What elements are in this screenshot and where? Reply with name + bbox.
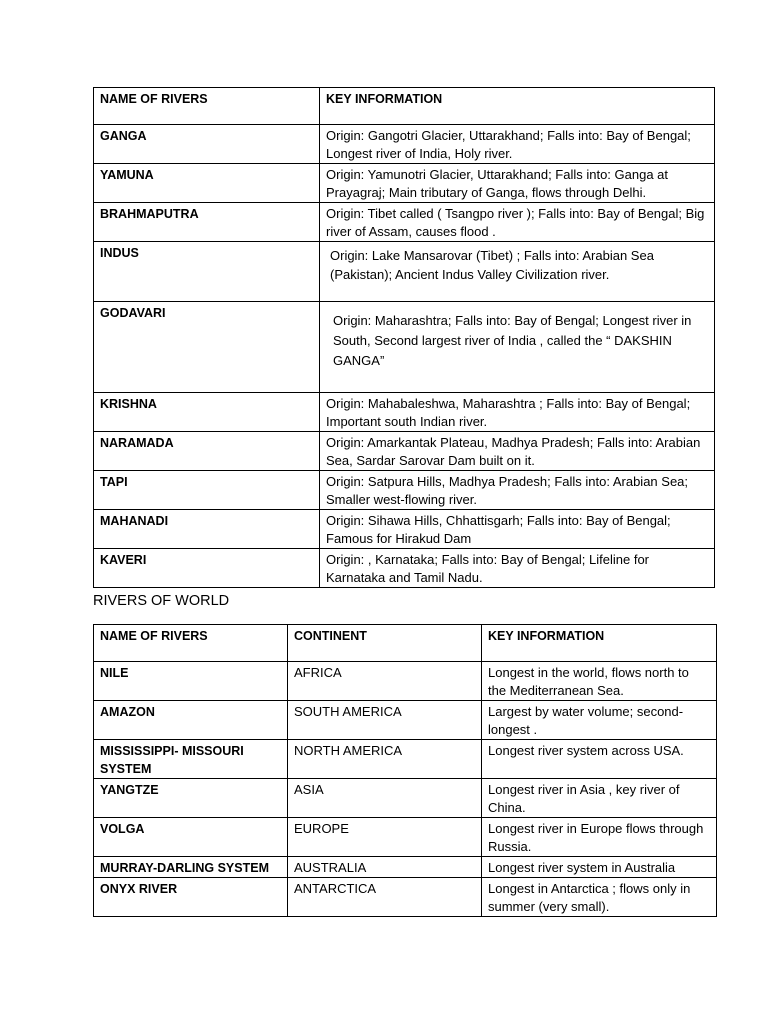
river-info: Origin: Lake Mansarovar (Tibet) ; Falls into: Arabian Sea (Pakistan); Ancient Indus Valley Civilization river.: [320, 242, 715, 302]
river-info: Origin: Sihawa Hills, Chhattisgarh; Falls into: Bay of Bengal; Famous for Hirakud Dam: [320, 510, 715, 549]
river-name: MURRAY-DARLING SYSTEM: [94, 857, 288, 878]
river-info: Origin: Tibet called ( Tsangpo river ); Falls into: Bay of Bengal; Big river of Assam, causes flood .: [320, 203, 715, 242]
table-header-row: [94, 625, 717, 662]
river-name: KRISHNA: [94, 393, 320, 432]
river-name: BRAHMAPUTRA: [94, 203, 320, 242]
river-name: INDUS: [94, 242, 320, 302]
river-continent: AFRICA: [288, 662, 482, 701]
table-row: [94, 549, 715, 588]
river-name: VOLGA: [94, 818, 288, 857]
river-info: Origin: Maharashtra; Falls into: Bay of Bengal; Longest river in South, Second largest river of India , called the “ DAKSHIN GANGA”: [320, 302, 715, 393]
table-row: [94, 432, 715, 471]
table-row: [94, 857, 717, 878]
table-header-row: [94, 88, 715, 125]
river-continent: ANTARCTICA: [288, 878, 482, 917]
table-row: [94, 878, 717, 917]
river-name: NILE: [94, 662, 288, 701]
table-row: [94, 662, 717, 701]
table-row: [94, 510, 715, 549]
river-continent: NORTH AMERICA: [288, 740, 482, 779]
river-name: GANGA: [94, 125, 320, 164]
river-info: Longest river in Europe flows through Russia.: [482, 818, 717, 857]
river-info: Origin: Satpura Hills, Madhya Pradesh; Falls into: Arabian Sea; Smaller west-flowing river.: [320, 471, 715, 510]
river-name: AMAZON: [94, 701, 288, 740]
header-continent: CONTINENT: [288, 625, 482, 662]
table-row: [94, 701, 717, 740]
section-title: RIVERS OF WORLD: [93, 593, 230, 609]
table-row: [94, 125, 715, 164]
river-info: Origin: , Karnataka; Falls into: Bay of Bengal; Lifeline for Karnataka and Tamil Nadu.: [320, 549, 715, 588]
table-row: [94, 471, 715, 510]
river-info: Longest in Antarctica ; flows only in summer (very small).: [482, 878, 717, 917]
river-name: NARAMADA: [94, 432, 320, 471]
header-name-of-rivers: NAME OF RIVERS: [94, 88, 320, 125]
river-info: Origin: Amarkantak Plateau, Madhya Pradesh; Falls into: Arabian Sea, Sardar Sarovar Dam built on it.: [320, 432, 715, 471]
table-row: [94, 203, 715, 242]
river-name: ONYX RIVER: [94, 878, 288, 917]
river-info: Largest by water volume; second-longest .: [482, 701, 717, 740]
river-continent: EUROPE: [288, 818, 482, 857]
river-name: TAPI: [94, 471, 320, 510]
river-info: Origin: Gangotri Glacier, Uttarakhand; Falls into: Bay of Bengal; Longest river of India, Holy river.: [320, 125, 715, 164]
table-row: [94, 818, 717, 857]
river-continent: ASIA: [288, 779, 482, 818]
header-name-of-rivers: NAME OF RIVERS: [94, 625, 288, 662]
river-name: YAMUNA: [94, 164, 320, 203]
river-name: MAHANADI: [94, 510, 320, 549]
river-name: GODAVARI: [94, 302, 320, 393]
header-key-information: KEY INFORMATION: [320, 88, 715, 125]
river-name: KAVERI: [94, 549, 320, 588]
table-row: [94, 164, 715, 203]
table-row: [94, 302, 715, 393]
river-info: Longest river system in Australia: [482, 857, 717, 878]
river-info: Origin: Mahabaleshwa, Maharashtra ; Falls into: Bay of Bengal; Important south Indian river.: [320, 393, 715, 432]
table-row: [94, 393, 715, 432]
river-continent: AUSTRALIA: [288, 857, 482, 878]
table-row: [94, 242, 715, 302]
river-name: MISSISSIPPI- MISSOURI SYSTEM: [94, 740, 288, 779]
river-info: Longest in the world, flows north to the Mediterranean Sea.: [482, 662, 717, 701]
indian-rivers-table: [93, 87, 715, 588]
world-rivers-table: [93, 624, 717, 917]
table-row: [94, 740, 717, 779]
header-key-information: KEY INFORMATION: [482, 625, 717, 662]
river-name: YANGTZE: [94, 779, 288, 818]
river-info: Longest river system across USA.: [482, 740, 717, 779]
table-row: [94, 779, 717, 818]
river-info: Origin: Yamunotri Glacier, Uttarakhand; Falls into: Ganga at Prayagraj; Main tributary of Ganga, flows through Delhi.: [320, 164, 715, 203]
river-continent: SOUTH AMERICA: [288, 701, 482, 740]
river-info: Longest river in Asia , key river of China.: [482, 779, 717, 818]
